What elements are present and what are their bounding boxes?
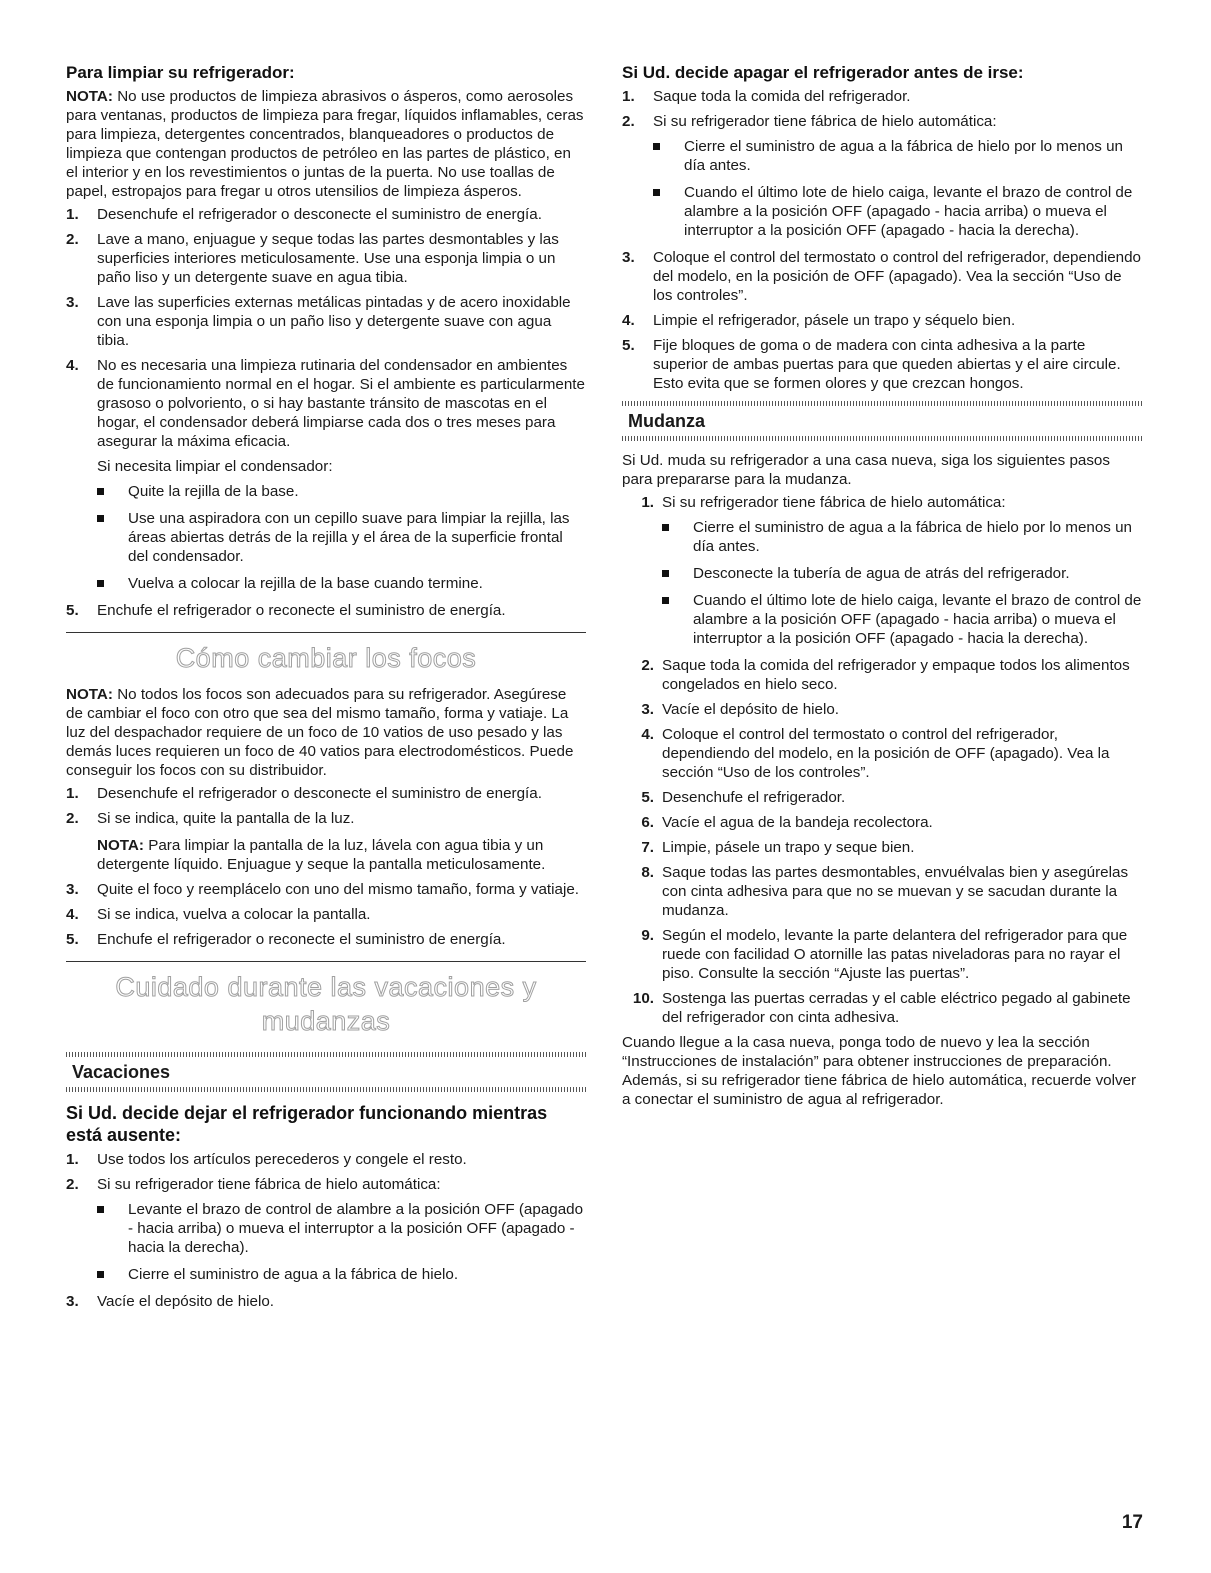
step-text: Limpie, pásele un trapo y seque bien.: [662, 839, 915, 856]
bulbs-section-title: Cómo cambiar los focos: [175, 643, 477, 673]
list-item: [622, 87, 1142, 106]
hatch-rule: [622, 401, 1142, 406]
off-title: Si Ud. decide apagar el refrigerador antes de irse:: [622, 63, 1024, 82]
list-item: Cuando el último lote de hielo caiga, levante el brazo de control de alambre a la posición OFF (apagado - hacia arriba) o mueva el interruptor a la posición OFF (apagado - hacia la derecha).: [662, 591, 1142, 648]
section-divider: [66, 961, 586, 962]
step-text: Si su refrigerador tiene fábrica de hielo automática:: [653, 113, 997, 130]
condenser-bullets: [66, 482, 586, 593]
list-item: [66, 601, 586, 620]
mudanza-intro: Si Ud. muda su refrigerador a una casa nueva, siga los siguientes pasos para prepararse para la mudanza.: [622, 452, 1110, 488]
stay-on-steps: [66, 1150, 586, 1311]
list-item: Quite la rejilla de la base.: [97, 482, 586, 501]
nota-label: NOTA:: [66, 88, 113, 105]
list-item: [66, 205, 586, 224]
page-number: 17: [1121, 1512, 1143, 1533]
list-item: [66, 930, 586, 949]
stay-on-title: Si Ud. decide dejar el refrigerador funcionando mientras está ausente:: [66, 1103, 548, 1145]
step-text: Vacíe el depósito de hielo.: [97, 1293, 275, 1310]
step-number: 4.: [66, 906, 79, 923]
step-number: 3.: [66, 1293, 79, 1310]
step-text: Use todos los artículos perecederos y congele el resto.: [97, 1151, 467, 1168]
title-line: Cuidado durante las vacaciones y: [115, 972, 537, 1002]
step-text: No es necesaria una limpieza rutinaria del condensador en ambientes de funcionamiento normal en el hogar. Si el ambiente es particularmente grasoso o polvoriento, o si hay bastante tránsito de mascotas en el hogar, el condensador deberá limpiarse cada dos o tres meses para asegurar la máxima eficacia.: [97, 357, 585, 450]
step-text: Lave las superficies externas metálicas pintadas y de acero inoxidable con una esponja limpia o un paño liso y detergente suave con agua tibia.: [97, 294, 571, 349]
clean-steps: [66, 205, 586, 620]
step-number: 1.: [66, 785, 79, 802]
list-item: Vuelva a colocar la rejilla de la base cuando termine.: [97, 574, 586, 593]
vacaciones-header: [66, 1052, 586, 1092]
list-item: [622, 926, 1142, 983]
right-column: [622, 62, 1142, 1113]
step-text: Saque todas las partes desmontables, envuélvalas bien y asegúrelas con cinta adhesiva para que no se muevan y se sacudan durante la mudanza.: [662, 864, 1129, 919]
arrival-text: Cuando llegue a la casa nueva, ponga todo de nuevo y lea la sección “Instrucciones de instalación” para obtener instrucciones de preparación. Además, si su refrigerador tiene fábrica de hielo automática, recuerde volver a conectar el suministro de agua al refrigerador.: [622, 1034, 1137, 1108]
step-number: 8.: [641, 864, 654, 881]
step-number: 4.: [66, 357, 79, 374]
list-item: [622, 248, 1142, 305]
clean-title: Para limpiar su refrigerador:: [66, 63, 295, 82]
step-number: 3.: [66, 881, 79, 898]
mudanza-header: [622, 401, 1142, 441]
step-number: 10.: [632, 990, 654, 1007]
list-item: Use una aspiradora con un cepillo suave para limpiar la rejilla, las áreas abiertas detrás de la rejilla y el área de la superficie frontal del condensador.: [97, 509, 586, 566]
mudanza-subtitle: Mudanza: [628, 411, 706, 431]
step-number: 4.: [622, 312, 635, 329]
step-text: Lave a mano, enjuague y seque todas las partes desmontables y las superficies interiores meticulosamente. Use una esponja limpia o un paño liso y un detergente suave en agua tibia.: [97, 231, 559, 286]
list-item: [622, 112, 1142, 240]
list-item: [622, 656, 1142, 694]
off-bullets: [653, 137, 1142, 240]
off-steps: [622, 87, 1142, 393]
step-number: 1.: [66, 1151, 79, 1168]
step-number: 2.: [622, 113, 635, 130]
bulbs-note-text: No todos los focos son adecuados para su refrigerador. Asegúrese de cambiar el foco con otro que sea del mismo tamaño, forma y vatiaje. La luz del despachador requiere de un foco de 10 vatios de uso pesado y las demás luces requieren un foco de 40 vatios para electrodomésticos. Puede conseguir los focos con su distribuidor.: [66, 686, 574, 779]
list-item: [66, 1175, 586, 1284]
list-item: Cuando el último lote de hielo caiga, levante el brazo de control de alambre a la posición OFF (apagado - hacia arriba) o mueva el interruptor a la posición OFF (apagado - hacia la derecha).: [653, 183, 1142, 240]
step-number: 7.: [641, 839, 654, 856]
list-item: Levante el brazo de control de alambre a la posición OFF (apagado - hacia arriba) o mueva el interruptor a la posición OFF (apagado - hacia la derecha).: [97, 1200, 586, 1257]
step-number: 4.: [641, 726, 654, 743]
list-item: [622, 725, 1142, 782]
list-item: [622, 813, 1142, 832]
step-number: 5.: [66, 931, 79, 948]
step-number: 1.: [622, 88, 635, 105]
step-text: Si se indica, quite la pantalla de la luz.: [97, 810, 355, 827]
step-number: 3.: [622, 249, 635, 266]
list-item: Cierre el suministro de agua a la fábrica de hielo por lo menos un día antes.: [653, 137, 1142, 175]
list-item: [622, 336, 1142, 393]
list-item: [66, 293, 586, 350]
step-number: 2.: [66, 231, 79, 248]
step-number: 3.: [66, 294, 79, 311]
step-text: Desenchufe el refrigerador.: [662, 789, 846, 806]
list-item: [66, 230, 586, 287]
step-text: Sostenga las puertas cerradas y el cable eléctrico pegado al gabinete del refrigerador con cinta adhesiva.: [662, 990, 1131, 1026]
step-number: 9.: [641, 927, 654, 944]
step-text: Vacíe el agua de la bandeja recolectora.: [662, 814, 933, 831]
condenser-intro: Si necesita limpiar el condensador:: [97, 458, 333, 475]
step-text: Fije bloques de goma o de madera con cinta adhesiva a la parte superior de ambas puertas para que queden abiertas y el aire circule. Esto evita que se formen olores y que crezcan hongos.: [653, 337, 1121, 392]
list-item: [66, 784, 586, 803]
nota-label: NOTA:: [66, 686, 113, 703]
bulbs-steps: [66, 784, 586, 949]
list-item: Cierre el suministro de agua a la fábrica de hielo por lo menos un día antes.: [662, 518, 1142, 556]
step-number: 5.: [66, 602, 79, 619]
step-text: Si su refrigerador tiene fábrica de hielo automática:: [97, 1176, 441, 1193]
hatch-rule: [66, 1052, 586, 1057]
step-text: Si se indica, vuelva a colocar la pantalla.: [97, 906, 371, 923]
step-number: 1.: [641, 494, 654, 511]
bulbs-step2-note: [97, 836, 586, 874]
step-text: Si su refrigerador tiene fábrica de hielo automática:: [662, 494, 1006, 511]
step-text: Limpie el refrigerador, pásele un trapo y séquelo bien.: [653, 312, 1016, 329]
move-steps: [622, 493, 1142, 1027]
list-item: [622, 311, 1142, 330]
list-item: [66, 1292, 586, 1311]
step-text: Desenchufe el refrigerador o desconecte el suministro de energía.: [97, 785, 542, 802]
list-item: [66, 880, 586, 899]
move-bullets: [662, 518, 1142, 648]
hatch-rule: [66, 1087, 586, 1092]
list-item: [66, 809, 586, 874]
step-number: 3.: [641, 701, 654, 718]
step-number: 1.: [66, 206, 79, 223]
list-item: [622, 493, 1142, 648]
step-text: Coloque el control del termostato o control del refrigerador, dependiendo del modelo, en la posición de OFF (apagado). Vea la sección “Uso de los controles”.: [662, 726, 1110, 781]
step-text: Enchufe el refrigerador o reconecte el suministro de energía.: [97, 602, 506, 619]
list-item: [66, 356, 586, 593]
stay-on-bullets: [97, 1200, 586, 1284]
step-text: Coloque el control del termostato o control del refrigerador, dependiendo del modelo, en la posición de OFF (apagado). Vea la sección “Uso de los controles”.: [653, 249, 1141, 304]
bulbs-note: [66, 685, 586, 780]
step-text: Saque toda la comida del refrigerador y empaque todos los alimentos congelados en hielo seco.: [662, 657, 1130, 693]
left-column: [66, 62, 586, 1317]
step-text: Vacíe el depósito de hielo.: [662, 701, 840, 718]
step-number: 2.: [66, 810, 79, 827]
list-item: [622, 788, 1142, 807]
list-item: [622, 838, 1142, 857]
step-number: 2.: [66, 1176, 79, 1193]
step-number: 6.: [641, 814, 654, 831]
step-text: Según el modelo, levante la parte delantera del refrigerador para que ruede con facilidad O atornille las patas niveladoras para no rayar el piso. Consulte la sección “Ajuste las puertas”.: [662, 927, 1128, 982]
list-item: Desconecte la tubería de agua de atrás del refrigerador.: [662, 564, 1142, 583]
list-item: [622, 700, 1142, 719]
step-number: 5.: [641, 789, 654, 806]
vacaciones-subtitle: Vacaciones: [72, 1062, 171, 1082]
list-item: [66, 905, 586, 924]
list-item: Cierre el suministro de agua a la fábrica de hielo.: [97, 1265, 586, 1284]
step-number: 2.: [641, 657, 654, 674]
list-item: [622, 989, 1142, 1027]
clean-note-text: No use productos de limpieza abrasivos o ásperos, como aerosoles para ventanas, productos de limpieza para fregar, líquidos inflamables, ceras para limpieza, detergentes concentrados, blanqueadores o productos de limpieza que contengan productos de petróleo en las partes de plástico, en el interior y en los revestimientos o juntas de la puerta. No use toallas de papel, estropajos para fregar u otros utensilios de limpieza ásperos.: [66, 88, 584, 200]
step-text: Quite el foco y reemplácelo con uno del mismo tamaño, forma y vatiaje.: [97, 881, 580, 898]
vacation-section-title: [66, 970, 586, 1038]
section-divider: [66, 632, 586, 633]
clean-note: [66, 87, 586, 201]
step-text: Saque toda la comida del refrigerador.: [653, 88, 911, 105]
step-number: 5.: [622, 337, 635, 354]
list-item: [66, 1150, 586, 1169]
list-item: [622, 863, 1142, 920]
step-text: Desenchufe el refrigerador o desconecte el suministro de energía.: [97, 206, 542, 223]
step-text: Enchufe el refrigerador o reconecte el suministro de energía.: [97, 931, 506, 948]
hatch-rule: [622, 436, 1142, 441]
nota-label: NOTA:: [97, 837, 144, 854]
note-text: Para limpiar la pantalla de la luz, lávela con agua tibia y un detergente líquido. Enjuague y seque la pantalla meticulosamente.: [97, 837, 546, 873]
title-line: mudanzas: [261, 1006, 391, 1036]
